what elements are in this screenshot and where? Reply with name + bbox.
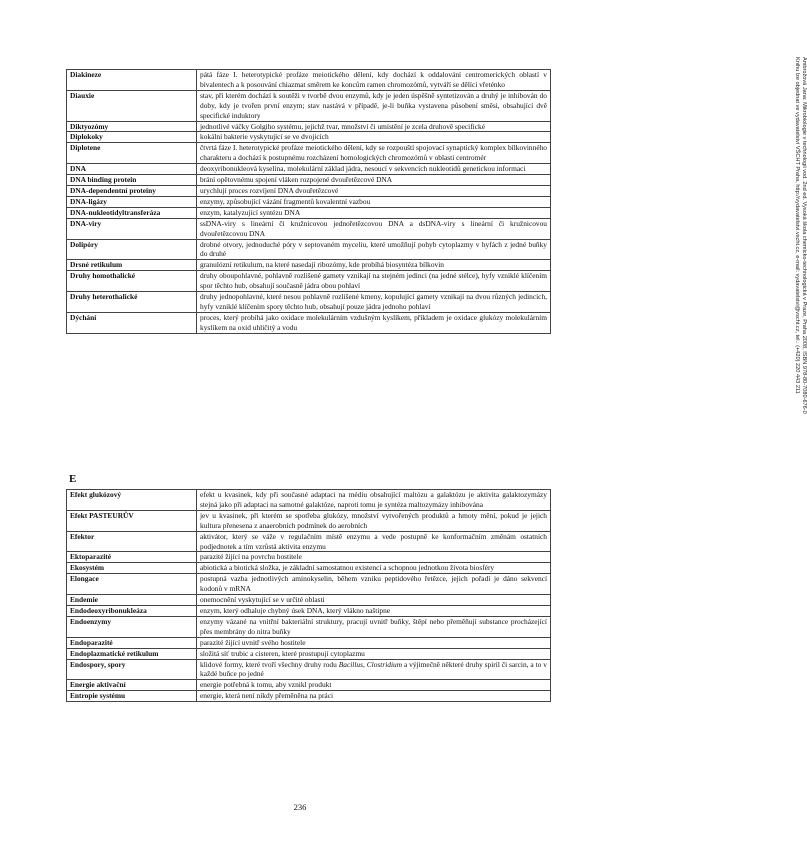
glossary-definition: urychlují proces rozvíjení DNA dvouřetězcové: [197, 185, 551, 196]
glossary-term: Dolipóry: [67, 239, 197, 260]
glossary-definition: postupná vazba jednotlivých aminokyselin, během vzniku peptidového řetězce, jejich pořadí je dáno sekvencí kodonů v mRNA: [197, 574, 551, 595]
glossary-term: Ekosystém: [67, 563, 197, 574]
glossary-row: [67, 563, 551, 574]
glossary-definition: onemocnění vyskytující se v určité oblasti: [197, 595, 551, 606]
glossary-definition: efekt u kvasinek, kdy při současné adaptaci na médiu obsahující maltózu a galaktózu je aktivita galaktozymázy stejná jako při adaptaci na samotné galaktóze, naproti tomu je syntéza maltozymázy inhibována: [197, 490, 551, 511]
glossary-definition: enzym, katalyzující syntézu DNA: [197, 207, 551, 218]
glossary-row: [67, 312, 551, 333]
glossary-row: [67, 595, 551, 606]
glossary-row: [67, 143, 551, 164]
glossary-definition: proces, který probíhá jako oxidace molekulárním vzdušným kyslíkem, příkladem je oxidace glukózy molekulárním kyslíkem na oxid uhličitý a vodu: [197, 312, 551, 333]
page-number: 236: [293, 802, 307, 812]
glossary-row: [67, 260, 551, 271]
glossary-definition: brání opětovnému spojení vláken rozpojené dvouřetězcové DNA: [197, 175, 551, 186]
glossary-row: [67, 218, 551, 239]
glossary-definition: abiotická a biotická složka, je základní samostatnou existencí a schopnou jednotkou života biosféry: [197, 563, 551, 574]
glossary-definition: čtvrtá fáze I. heterotypické profáze meiotického dělení, kdy se rozpouští spojovací synaptický komplex bílkovinného charakteru a dochází k postupnému rozcházení homologických chromozómů v oblasti centromér: [197, 143, 551, 164]
glossary-definition: drobné otvory, jednoduché póry v septovaném myceliu, které umožňují pohyb cytoplazmy v hyfách z jedné buňky do druhé: [197, 239, 551, 260]
glossary-row: [67, 691, 551, 702]
glossary-row: [67, 121, 551, 132]
glossary-definition: enzymy, způsobující vázání fragmentů kovalentní vazbou: [197, 196, 551, 207]
definition-part: Clostridium: [366, 659, 403, 669]
glossary-row: [67, 132, 551, 143]
glossary-term: Diakineze: [67, 70, 197, 91]
glossary-definition: jednotlivé váčky Golgiho systému, jejichž tvar, množství či umístění je zcela druhově specifické: [197, 121, 551, 132]
glossary-term: Efekt glukózový: [67, 490, 197, 511]
glossary-term: Elongace: [67, 574, 197, 595]
glossary-row: [67, 490, 551, 511]
glossary-row: [67, 552, 551, 563]
glossary-definition: energie potřebná k tomu, aby vznikl produkt: [197, 680, 551, 691]
glossary-term: DNA: [67, 164, 197, 175]
glossary-row: [67, 531, 551, 552]
glossary-table-d: [66, 69, 551, 334]
side-note-line-1: Ambrožová Jana: Mikrobiologie v technologii vod. 2nd ed. Vysoká škola chemicko-technologická v Praze, Praha 2008, ISBN 978-80-7080-676-0: [801, 57, 807, 414]
glossary-definition: druhy oboupohlavné, pohlavně rozlišené gamety vznikají na stejném jedinci (na jedné stélce), hyfy vzniklé klíčením spor těchto hub, obsahují současně jádra obou pohlaví: [197, 271, 551, 292]
glossary-term: Energie aktivační: [67, 680, 197, 691]
side-note-line-2: Knihu lze objednat ve vydavatelství VŠCHT Praha, http://vydavatelstvi.vscht.cz, e-mail: vydavatelstvi@vscht.cz, tel.: (+420) 220 443 211: [794, 57, 800, 394]
glossary-row: [67, 637, 551, 648]
glossary-row: [67, 239, 551, 260]
glossary-definition: kokální bakterie vyskytující se ve dvojicích: [197, 132, 551, 143]
glossary-term: DNA-dependentní proteiny: [67, 185, 197, 196]
glossary-definition: deoxyribonukleová kyselina, molekulární základ jádra, nesoucí v sekvencích nukleotidů genetickou informaci: [197, 164, 551, 175]
glossary-term: DNA-viry: [67, 218, 197, 239]
glossary-term: Diktyozómy: [67, 121, 197, 132]
glossary-row: [67, 271, 551, 292]
glossary-row: [67, 659, 551, 680]
glossary-definition: pátá fáze I. heterotypické profáze meiotického dělení, kdy dochází k oddalování centromerických oblastí v bivalentech a k posouvání chiazmat směrem ke koncům ramen chromozómů, vytváří se dělící vřeténko: [197, 70, 551, 91]
glossary-row: [67, 574, 551, 595]
definition-part: ,: [362, 659, 367, 669]
glossary-term: DNA-ligázy: [67, 196, 197, 207]
glossary-definition: enzymy vázané na vnitřní bakteriální struktury, pracují uvnitř buňky, štěpí nebo přeměňují substance procházející přes membrány do nitra buňky: [197, 616, 551, 637]
glossary-definition: stav, při kterém dochází k soutěži v tvorbě dvou enzymů, kdy je jeden úspěšně syntetizován a druhý je inhibován do doby, kdy je tvořen první enzym; stav nastává v případě, je-li buňka vystavena působení směsi, obsahující dvě specifické induktory: [197, 90, 551, 121]
definition-part: Bacillus: [338, 659, 363, 669]
glossary-row: [67, 616, 551, 637]
glossary-definition: parazité žijící na povrchu hostitele: [197, 552, 551, 563]
glossary-term: Endoenzymy: [67, 616, 197, 637]
glossary-term: Efektor: [67, 531, 197, 552]
glossary-row: [67, 510, 551, 531]
glossary-row: [67, 605, 551, 616]
glossary-definition: aktivátor, který se váže v regulačním místě enzymu a vede postupně ke konformačním změnám ostatních podjednotek a tím vzrůstá aktivita enzymu: [197, 531, 551, 552]
glossary-definition: ssDNA-viry s lineární či kružnicovou jednořetězcovou DNA a dsDNA-viry s lineární či kružnicovou dvouřetězcovou DNA: [197, 218, 551, 239]
glossary-definition: složitá síť trubic a cisteren, které prostupují cytoplazmu: [197, 648, 551, 659]
glossary-definition: granulózní retikulum, na které nasedají ribozómy, kde probíhá biosyntéza bílkovin: [197, 260, 551, 271]
glossary-term: Endoparazité: [67, 637, 197, 648]
glossary-row: [67, 175, 551, 186]
glossary-row: [67, 292, 551, 313]
glossary-term: Diplotene: [67, 143, 197, 164]
glossary-term: Druhy homothalické: [67, 271, 197, 292]
definition-part: klidové formy, které tvoří všechny druhy rodu: [200, 659, 339, 669]
glossary-definition: energie, která není nikdy přeměněna na práci: [197, 691, 551, 702]
glossary-term: DNA-nukleotidyltransferáza: [67, 207, 197, 218]
glossary-row: [67, 680, 551, 691]
glossary-row: [67, 164, 551, 175]
glossary-row: [67, 207, 551, 218]
glossary-term: Diplokoky: [67, 132, 197, 143]
glossary-term: Druhy heterothalické: [67, 292, 197, 313]
glossary-definition: druhy jednopohlavné, které nesou pohlavně rozlišené kmeny, kopulující gamety vznikají na dvou různých jedincích, hyfy vzniklé klíčením spory těchto hub, obsahují pouze jádra jednoho pohlaví: [197, 292, 551, 313]
side-note: [793, 57, 807, 617]
glossary-term: Diauxie: [67, 90, 197, 121]
glossary-term: Dýchání: [67, 312, 197, 333]
glossary-row: [67, 196, 551, 207]
glossary-term: Endoplazmatické retikulum: [67, 648, 197, 659]
glossary-row: [67, 648, 551, 659]
definition-part: a výjimečně některé druhy spiril či sarcin, a to v každé buňce po jedné: [200, 659, 547, 679]
glossary-row: [67, 185, 551, 196]
glossary-table-e: [66, 489, 551, 702]
glossary-row: [67, 70, 551, 91]
glossary-term: Endemie: [67, 595, 197, 606]
glossary-row: [67, 90, 551, 121]
glossary-term: Efekt PASTEURŮV: [67, 510, 197, 531]
glossary-term: Endospory, spory: [67, 659, 197, 680]
glossary-definition: jev u kvasinek, při kterém se spotřeba glukózy, množství vytvořených produktů a hmoty mění, pokud je jejich kultura přenesena z anaerobních podmínek do aerobních: [197, 510, 551, 531]
glossary-term: Entropie systému: [67, 691, 197, 702]
glossary-term: Ektoparazité: [67, 552, 197, 563]
glossary-term: DNA binding protein: [67, 175, 197, 186]
section-heading-e: E: [69, 473, 77, 485]
glossary-term: Drsné retikulum: [67, 260, 197, 271]
glossary-definition: [197, 659, 551, 680]
glossary-definition: enzym, který odhaluje chybný úsek DNA, který vlákno naštipne: [197, 605, 551, 616]
glossary-term: Endodeoxyribonukleáza: [67, 605, 197, 616]
glossary-definition: parazité žijící uvnitř svého hostitele: [197, 637, 551, 648]
